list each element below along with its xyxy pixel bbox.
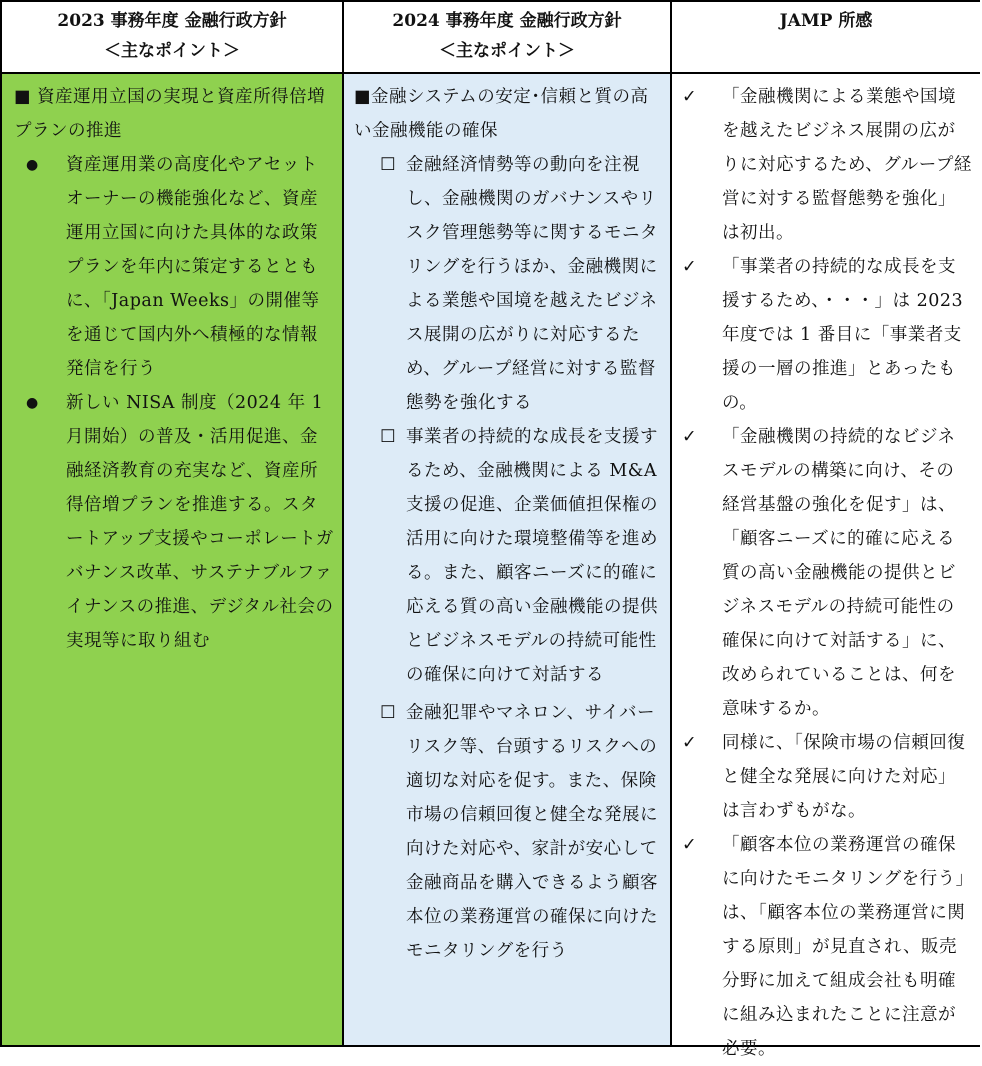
list-item	[672, 250, 980, 420]
list-item-text: 金融犯罪やマネロン、サイバーリスク等、台頭するリスクへの適切な対応を促す。また、保険市場の信頼回復と健全な発展に向けた対応や、家計が安心して金融商品を購入できるよう顧客本位の業務運営の確保に向けたモニタリングを行う	[406, 703, 658, 961]
checkmark-icon: ✓	[682, 835, 698, 855]
header-2024	[344, 2, 670, 74]
header-2023-title: 2023 事務年度 金融行政方針	[57, 11, 287, 31]
bullet-icon: ●	[26, 157, 39, 173]
header-2024-title: 2024 事務年度 金融行政方針	[392, 11, 622, 31]
list-item	[672, 74, 980, 250]
column-2024	[344, 74, 670, 1045]
header-2023-subtitle: ＜主なポイント＞	[104, 41, 240, 61]
header-2023	[2, 2, 342, 74]
list-item	[344, 696, 670, 968]
bullet-icon: ●	[26, 395, 39, 411]
column-jamp	[672, 74, 980, 1059]
list-item-text: 「金融機関の持続的なビジネスモデルの構築に向け、その経営基盤の強化を促す」は、「顧客ニーズに的確に応える質の高い金融機能の提供とビジネスモデルの持続可能性の確保に向けて対話する」に、改められていることは、何を意味するか。	[722, 427, 956, 719]
checkbox-icon: ☐	[380, 703, 397, 723]
section-heading-2023: ■ 資産運用立国の実現と資産所得倍増プランの推進	[14, 87, 326, 141]
list-item	[672, 828, 980, 1066]
list-item-text: 「金融機関による業態や国境を越えたビジネス展開の広がりに対応するため、グループ経営に対する監督態勢を強化」は初出。	[722, 87, 972, 243]
list-item-text: 事業者の持続的な成長を支援するため、金融機関による M&A 支援の促進、企業価値担保権の活用に向けた環境整備等を進める。また、顧客ニーズに的確に応える質の高い金融機能の提供とビジネスモデルの持続可能性の確保に向けて対話する	[406, 427, 658, 685]
checkbox-icon: ☐	[380, 427, 397, 447]
header-2024-subtitle: ＜主なポイント＞	[439, 41, 575, 61]
list-item-text: 「事業者の持続的な成長を支援するため、・・・」は 2023 年度では 1 番目に「事業者支援の一層の推進」とあったもの。	[722, 257, 964, 413]
list-item	[344, 148, 670, 420]
column-2023	[2, 74, 342, 1045]
list-item-text: 金融経済情勢等の動向を注視し、金融機関のガバナンスやリスク管理態勢等に関するモニタリングを行うほか、金融機関による業態や国境を越えたビジネス展開の広がりに対応するため、グループ経営に対する監督態勢を強化する	[406, 155, 658, 413]
header-jamp	[672, 2, 980, 74]
list-item	[672, 420, 980, 726]
list-item-text: 同様に、「保険市場の信頼回復と健全な発展に向けた対応」は言わずもがな。	[722, 733, 966, 821]
list-item	[2, 386, 342, 658]
header-jamp-title: JAMP 所感	[779, 11, 873, 31]
checkmark-icon: ✓	[682, 733, 698, 753]
list-item	[672, 726, 980, 828]
list-item-text: 新しい NISA 制度（2024 年 1 月開始）の普及・活用促進、金融経済教育の充実など、資産所得倍増プランを推進する。スタートアップ支援やコーポレートガバナンス改革、サステナブルファイナンスの推進、デジタル社会の実現等に取り組む	[66, 393, 334, 651]
checkmark-icon: ✓	[682, 87, 698, 107]
checkmark-icon: ✓	[682, 257, 698, 277]
checkbox-icon: ☐	[380, 155, 397, 175]
checkmark-icon: ✓	[682, 427, 698, 447]
list-item	[344, 420, 670, 692]
section-heading-2024: ■金融システムの安定･信頼と質の高い金融機能の確保	[354, 87, 649, 141]
list-item	[2, 148, 342, 386]
list-item-text: 「顧客本位の業務運営の確保に向けたモニタリングを行う」は、「顧客本位の業務運営に関する原則」が見直され、販売分野に加えて組成会社も明確に組み込まれたことに注意が必要。	[722, 835, 966, 1059]
list-item-text: 資産運用業の高度化やアセットオーナーの機能強化など、資産運用立国に向けた具体的な政策プランを年内に策定するとともに、「Japan Weeks」の開催等を通じて国内外へ積極的な情報発信を行う	[66, 155, 320, 379]
